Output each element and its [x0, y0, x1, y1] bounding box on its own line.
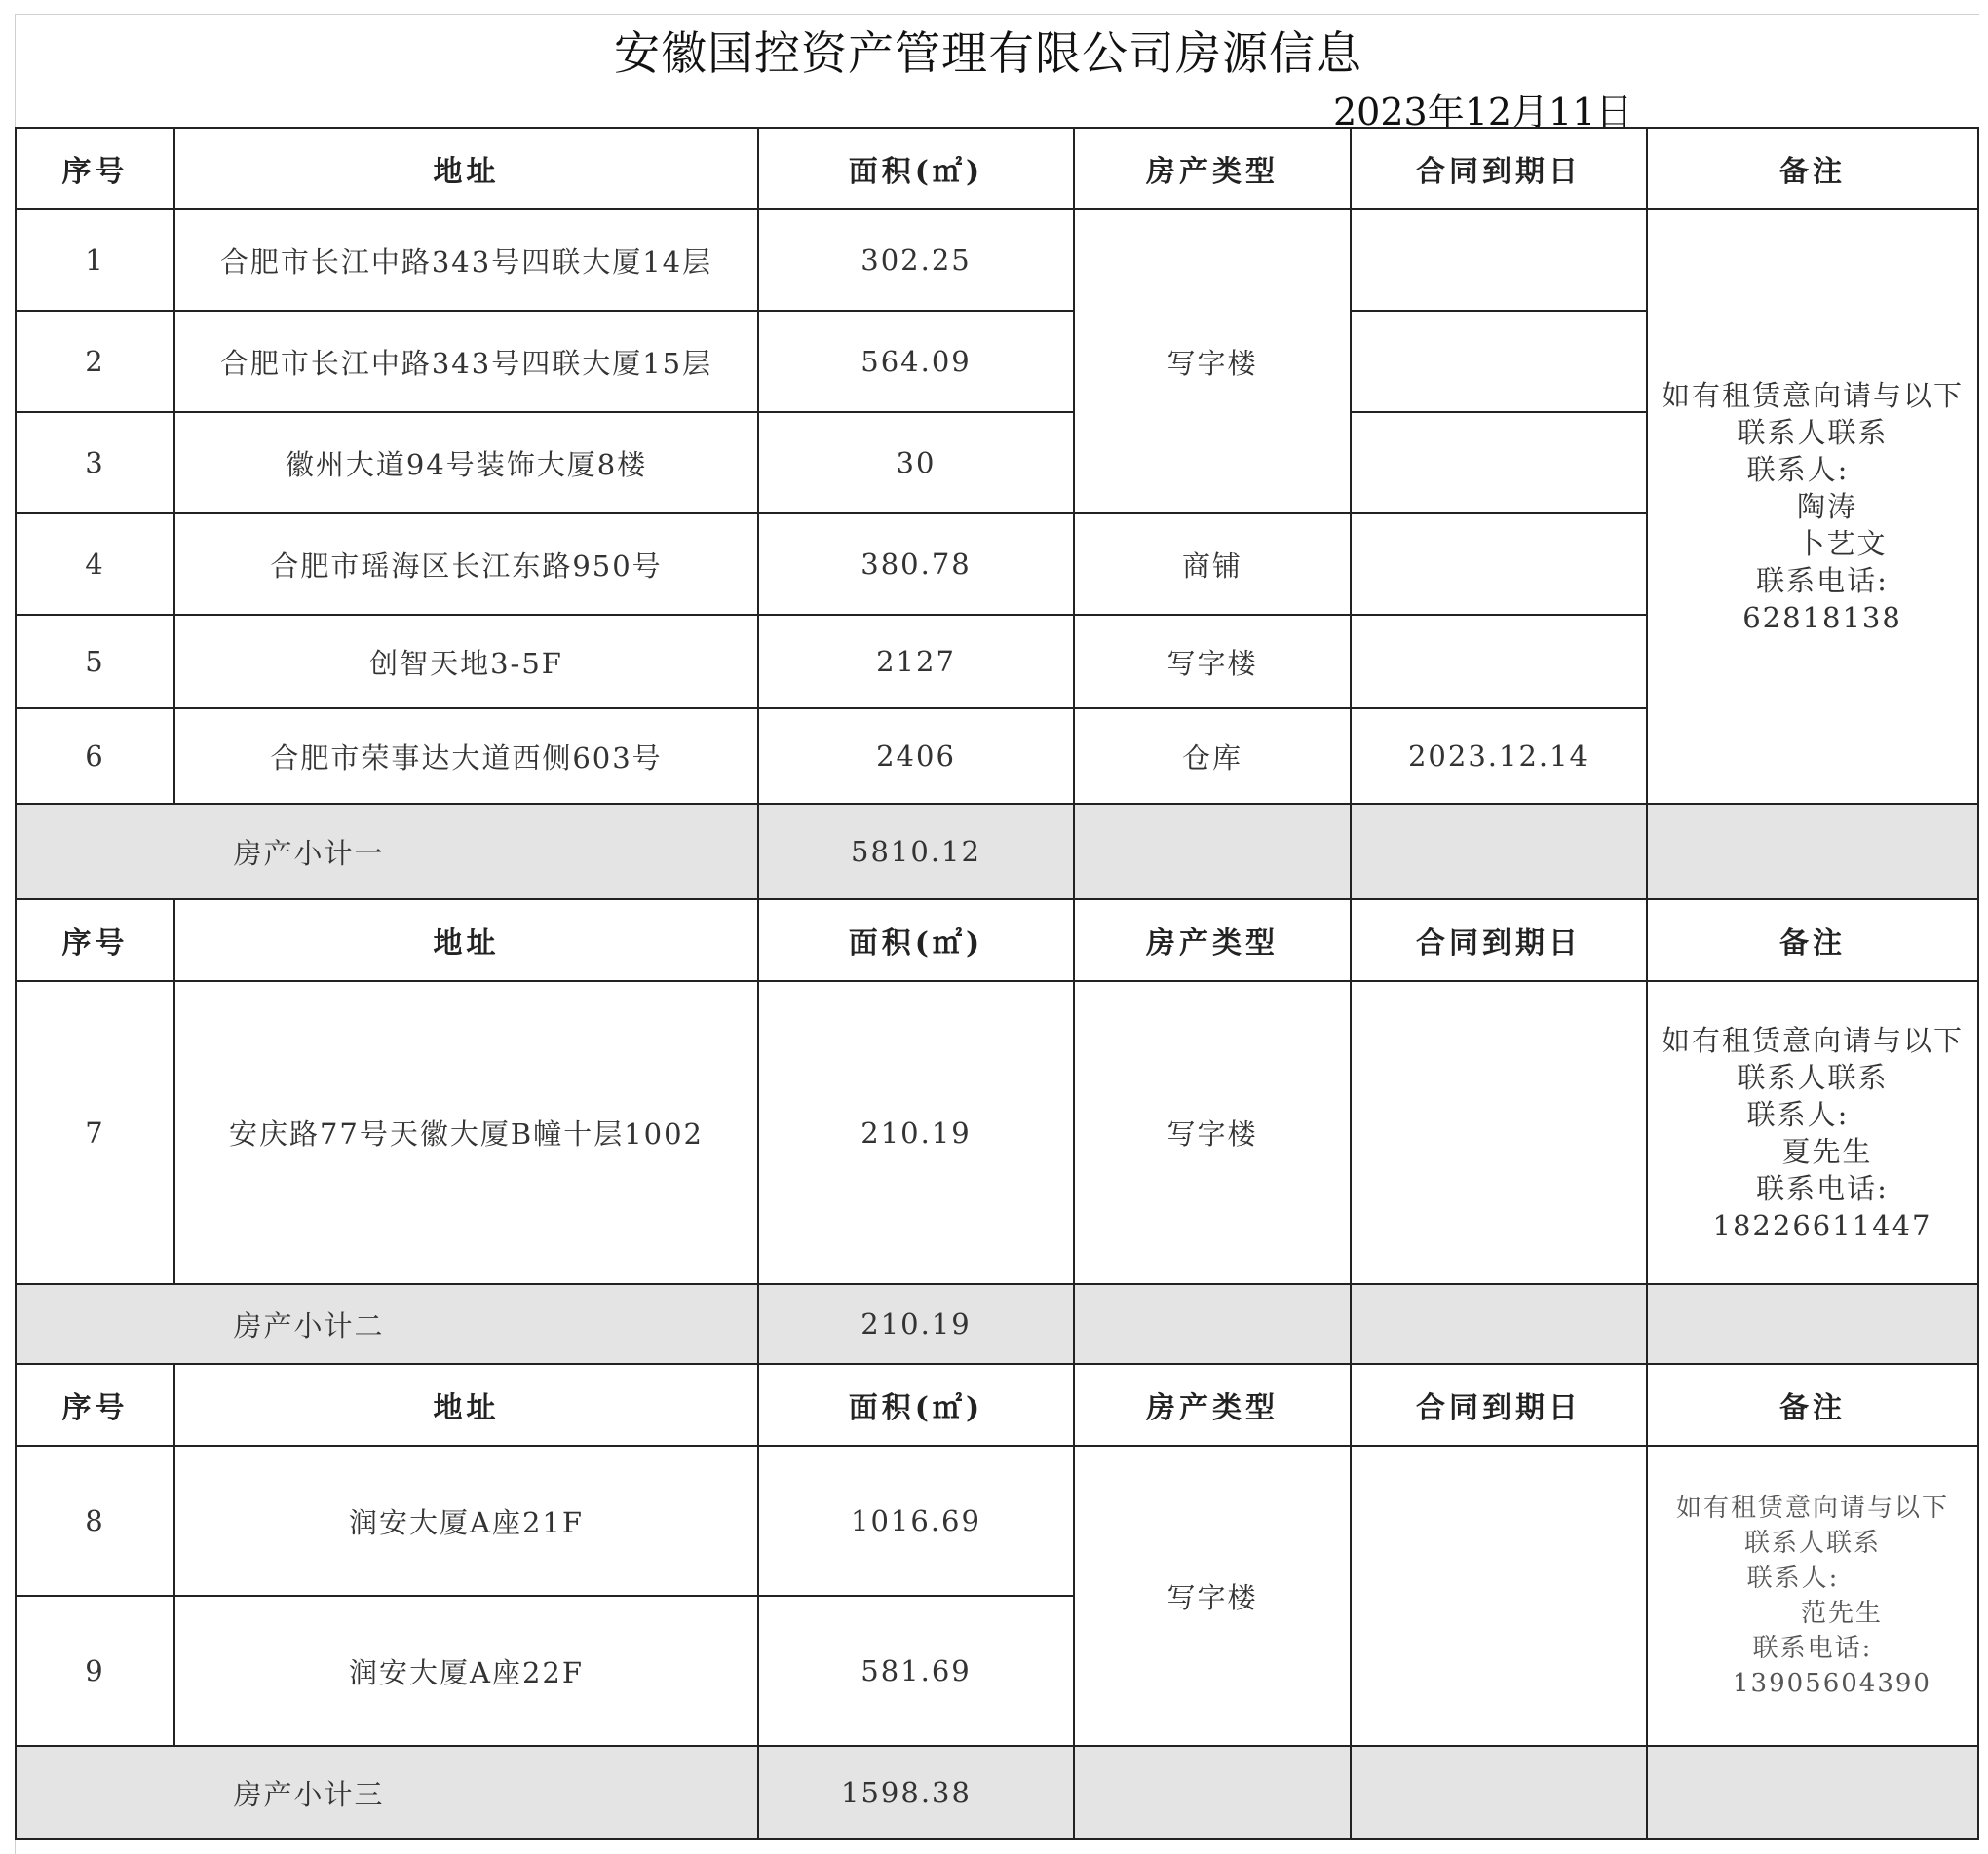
- remark-contact: 夏先生: [1781, 1134, 1873, 1168]
- remark-line: 联系人联系: [1743, 1529, 1881, 1558]
- cell-remark: [1647, 981, 1978, 1284]
- subtotal-empty: [1351, 1284, 1647, 1364]
- cell-expiry: 2023.12.14: [1351, 708, 1647, 804]
- cell-type: 写字楼: [1074, 209, 1351, 513]
- cell-type: 写字楼: [1074, 1446, 1351, 1746]
- cell-address: 合肥市荣事达大道西侧603号: [174, 708, 758, 804]
- subtotal-row: [16, 1746, 1978, 1839]
- remark-line: 如有租赁意向请与以下: [1661, 379, 1964, 412]
- subtotal-label: 房产小计二: [16, 1284, 758, 1364]
- cell-address: 安庆路77号天徽大厦B幢十层1002: [174, 981, 758, 1284]
- cell-seq: 7: [16, 981, 174, 1284]
- cell-expiry: [1351, 981, 1647, 1284]
- cell-area: 302.25: [758, 209, 1074, 311]
- page-title: 安徽国控资产管理有限公司房源信息: [614, 27, 1362, 81]
- header-type: 房产类型: [1074, 899, 1351, 981]
- cell-type: 写字楼: [1074, 981, 1351, 1284]
- subtotal-empty: [1351, 804, 1647, 899]
- remark-line: 联系电话:: [1756, 1171, 1889, 1205]
- header-seq: 序号: [16, 1364, 174, 1446]
- remark-line: 联系人:: [1746, 1097, 1850, 1131]
- remark-line: 联系电话:: [1752, 1634, 1873, 1663]
- subtotal-label: 房产小计一: [16, 804, 758, 899]
- cell-expiry: [1351, 209, 1647, 311]
- remark-line: 如有租赁意向请与以下: [1675, 1494, 1949, 1523]
- remark-contact: 陶涛: [1796, 490, 1857, 523]
- cell-address: 创智天地3-5F: [174, 615, 758, 708]
- cell-area: 380.78: [758, 513, 1074, 615]
- remark-contact: 范先生: [1800, 1599, 1883, 1628]
- table-row: [16, 209, 1978, 311]
- cell-remark: [1647, 209, 1978, 804]
- cell-type: 仓库: [1074, 708, 1351, 804]
- header-seq: 序号: [16, 899, 174, 981]
- cell-address: 合肥市瑶海区长江东路950号: [174, 513, 758, 615]
- table-header-row: [16, 128, 1978, 209]
- subtotal-empty: [1647, 1284, 1978, 1364]
- header-type: 房产类型: [1074, 1364, 1351, 1446]
- table-header-row: [16, 899, 1978, 981]
- cell-seq: 8: [16, 1446, 174, 1596]
- subtotal-row: [16, 804, 1978, 899]
- cell-expiry: [1351, 1446, 1647, 1746]
- cell-area: 2127: [758, 615, 1074, 708]
- cell-area: 564.09: [758, 311, 1074, 412]
- subtotal-empty: [1074, 804, 1351, 899]
- cell-area: 30: [758, 412, 1074, 513]
- cell-seq: 1: [16, 209, 174, 311]
- remark-line: 联系人:: [1746, 453, 1850, 486]
- cell-seq: 4: [16, 513, 174, 615]
- remark-line: 联系人:: [1746, 1564, 1840, 1593]
- header-type: 房产类型: [1074, 128, 1351, 209]
- cell-seq: 2: [16, 311, 174, 412]
- table-row: [16, 981, 1978, 1284]
- table-row: [16, 1446, 1978, 1596]
- cell-expiry: [1351, 311, 1647, 412]
- subtotal-empty: [1074, 1746, 1351, 1839]
- header-area: 面积(㎡): [758, 899, 1074, 981]
- header-expiry: 合同到期日: [1351, 899, 1647, 981]
- cell-remark: [1647, 1446, 1978, 1746]
- remark-phone: 13905604390: [1733, 1669, 1931, 1698]
- cell-area: 2406: [758, 708, 1074, 804]
- subtotal-area: 5810.12: [758, 804, 1074, 899]
- header-remark: 备注: [1647, 128, 1978, 209]
- subtotal-empty: [1351, 1746, 1647, 1839]
- header-expiry: 合同到期日: [1351, 128, 1647, 209]
- header-seq: 序号: [16, 128, 174, 209]
- remark-line: 如有租赁意向请与以下: [1661, 1023, 1964, 1057]
- cell-expiry: [1351, 412, 1647, 513]
- cell-address: 润安大厦A座21F: [174, 1446, 758, 1596]
- remark-line: 联系人联系: [1737, 1060, 1889, 1094]
- cell-expiry: [1351, 615, 1647, 708]
- property-table: [15, 127, 1979, 1840]
- header-remark: 备注: [1647, 899, 1978, 981]
- table-header-row: [16, 1364, 1978, 1446]
- subtotal-area: 1598.38: [758, 1746, 1074, 1839]
- cell-address: 合肥市长江中路343号四联大厦14层: [174, 209, 758, 311]
- header-area: 面积(㎡): [758, 128, 1074, 209]
- cell-seq: 3: [16, 412, 174, 513]
- cell-area: 210.19: [758, 981, 1074, 1284]
- header-expiry: 合同到期日: [1351, 1364, 1647, 1446]
- remark-contact: 卜艺文: [1796, 527, 1888, 560]
- subtotal-empty: [1074, 1284, 1351, 1364]
- subtotal-area: 210.19: [758, 1284, 1074, 1364]
- report-date: 2023年12月11日: [1333, 91, 1633, 133]
- cell-type: 写字楼: [1074, 615, 1351, 708]
- remark-line: 联系电话:: [1756, 564, 1889, 597]
- cell-seq: 6: [16, 708, 174, 804]
- remark-line: 联系人联系: [1737, 416, 1889, 449]
- header-area: 面积(㎡): [758, 1364, 1074, 1446]
- cell-area: 1016.69: [758, 1446, 1074, 1596]
- cell-seq: 9: [16, 1596, 174, 1746]
- subtotal-row: [16, 1284, 1978, 1364]
- cell-address: 润安大厦A座22F: [174, 1596, 758, 1746]
- header-remark: 备注: [1647, 1364, 1978, 1446]
- remark-phone: 18226611447: [1712, 1208, 1932, 1242]
- subtotal-empty: [1647, 1746, 1978, 1839]
- cell-address: 合肥市长江中路343号四联大厦15层: [174, 311, 758, 412]
- header-address: 地址: [174, 128, 758, 209]
- header-address: 地址: [174, 1364, 758, 1446]
- subtotal-empty: [1647, 804, 1978, 899]
- subtotal-label: 房产小计三: [16, 1746, 758, 1839]
- cell-area: 581.69: [758, 1596, 1074, 1746]
- cell-type: 商铺: [1074, 513, 1351, 615]
- cell-seq: 5: [16, 615, 174, 708]
- remark-phone: 62818138: [1742, 601, 1902, 634]
- cell-expiry: [1351, 513, 1647, 615]
- header-address: 地址: [174, 899, 758, 981]
- cell-address: 徽州大道94号装饰大厦8楼: [174, 412, 758, 513]
